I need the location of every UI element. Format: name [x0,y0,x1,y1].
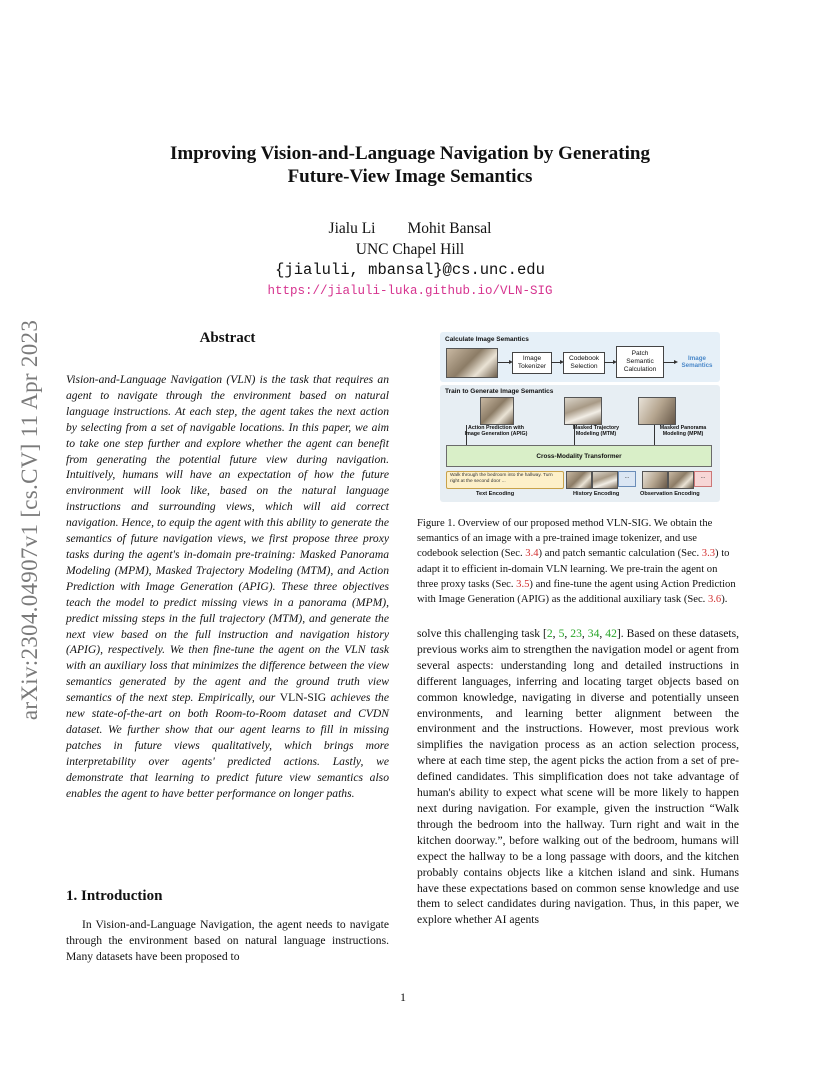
abstract-method-name: VLN-SIG [279,691,327,705]
author-2: Mohit Bansal [407,220,492,237]
instruction-box: Walk through the bedroom into the hallway. Turn right at the second door ... [446,471,564,489]
affiliation: UNC Chapel Hill [355,241,465,258]
text-encoding-label: Text Encoding [476,491,515,497]
section-ref[interactable]: 3.4 [525,548,539,560]
right-column-text: solve this challenging task [2, 5, 23, 34, 42]. Based on these datasets, previous works aim to strengthen the navigation model or agent from several aspects: understanding long and detailed instructions in different languages, inferring and locating target objects based on common knowledge, navigating in diverse and potentially unseen environments, and learning better alignment between the environment and the instructions. However, most previous work simplifies the navigation process as an action selection process, where at each time step, the agent picks the action from a set of pre-defined candidates. This simplification does not take advantage of human's ability to expect what scene will be more likely to happen next during navigation. For example, given the instruction “Walk through the bedroom into the hallway. Turn right and wait in the kitchen doorway.”, before walking out of the bedroom, humans will expect the hallway to be a long passage with doors, and the kitchen probably contains objects like a kitchen island and sink. Humans have these expectations based on common sense knowledge and use them to select candidates during navigation. Thus, in this paper, we explore whether AI agents [417,627,740,927]
caption-text: ) and fine-tune the agent using Action Prediction with Image Generation (APIG) as the additional auxiliary task (Sec. [417,578,736,606]
citation[interactable]: 5 [558,627,565,640]
arrow [498,362,510,363]
mtm-image [564,397,602,425]
mtm-label: Masked Trajectory Modeling (MTM) [572,425,620,437]
observation-image-2 [668,471,694,489]
citation[interactable]: 23 [570,627,582,640]
section-ref[interactable]: 3.5 [516,578,530,590]
body-text: ]. Based on these datasets, previous works aim to strengthen the navigation model or agent from several aspects: understanding long and detailed instructions in different languages, inferring and locating target objects based on common knowledge, navigating in diverse and potentially unseen environments, and learning better alignment between the environment and the instructions. However, most previous work simplifies the navigation process as an action selection process, where at each time step, the agent picks the action from a set of pre-defined candidates. This simplification does not take advantage of human's ability to expect what scene will be more likely to happen next during navigation. For example, given the instruction “Walk through the bedroom into the hallway. Turn right and wait in the kitchen doorway.”, before walking out of the bedroom, humans will expect the hallway to be a long passage with doors, and the kitchen probably contains objects like a kitchen island and sink. Humans have these expectations based on common sense knowledge and use them to select candidates during navigation. Thus, in this paper, we explore whether AI agents [417,627,740,927]
arrow [604,362,614,363]
email: {jialuli, mbansal}@cs.unc.edu [275,261,545,279]
semantics-label: Image Semantics [681,355,713,369]
caption-text: ) and patch semantic calculation (Sec. [538,548,702,560]
figure-caption [417,516,739,607]
panel2-label: Train to Generate Image Semantics [445,388,554,395]
citation[interactable]: 34 [587,627,600,640]
apig-image [480,397,514,425]
panorama-image [446,348,498,378]
intro-heading: 1. Introduction [66,888,163,904]
history-dots: ... [618,471,636,487]
paper-title [120,142,700,188]
abstract-heading: Abstract [199,330,256,346]
codebook-box: Codebook Selection [563,352,605,374]
abstract-text-1: Vision-and-Language Navigation (VLN) is the task that requires an agent to navigate through the environment based on natural language instructions. At each step, the agent takes the next action by selecting from a set of navigable locations. In this paper, we aim to take one step further and explore whether the agent can benefit from generating the potential future view during navigation. Intuitively, humans will have an expectation of how the future environment will look like, based on the natural language instructions and surrounding views, which will aid correct navigation. Hence, to equip the agent with this ability to generate the semantics of future navigation views, we first propose three proxy tasks during the agent's in-domain pre-training: Masked Panorama Modeling (MPM), Masked Trajectory Modeling (MTM), and Action Prediction with Image Generation (APIG). These three objectives teach the model to predict missing views in a panorama (MPM), predict missing steps in the full trajectory (MTM), and generate the next view based on the full instruction and navigation history (APIG), respectively. We then fine-tune the agent on the VLN task with an auxiliary loss that minimizes the difference between the view semantics generated by the agent and the ground truth view semantics of the next step. Empirically, our [66,373,389,705]
title-line-1: Improving Vision-and-Language Navigation by Generating [169,143,650,164]
transformer-box: Cross-Modality Transformer [446,445,712,467]
author-block [120,218,700,302]
tokenizer-box: Image Tokenizer [512,352,552,374]
patch-box: Patch Semantic Calculation [616,346,664,378]
semantics-panel [440,332,720,382]
caption-text: ) to adapt it to efficient in-domain VLN learning. We pre-train the agent on three proxy tasks (Sec. [417,548,730,590]
abstract-body [66,372,389,801]
mpm-image [638,397,676,425]
body-text: solve this challenging task [ [417,627,547,640]
caption-text: ). [721,594,728,606]
intro-text: In Vision-and-Language Navigation, the agent needs to navigate through the environment based on natural language instructions. Many datasets have been proposed to [66,918,389,963]
section-ref[interactable]: 3.6 [707,594,722,606]
project-url[interactable]: https://jialuli-luka.github.io/VLN-SIG [267,284,553,298]
history-encoding-label: History Encoding [573,491,620,497]
citation[interactable]: 2 [546,627,553,640]
author-1: Jialu Li [328,220,376,237]
arxiv-stamp [10,270,50,770]
title-line-2: Future-View Image Semantics [287,166,533,187]
mpm-label: Masked Panorama Modeling (MPM) [659,425,707,437]
training-panel [440,385,720,502]
history-image-2 [592,471,618,489]
abstract-text-2: achieves the new state-of-the-art on both Room-to-Room dataset and CVDN dataset. We further show that our agent learns to fill in missing patches in future views qualitatively, which brings more interpretability over agents' predicted actions. Lastly, we demonstrate that learning to predict future view semantics also enables the agent to have better performance on longer paths. [66,691,389,800]
arxiv-id: arXiv:2304.04907v1 [cs.CV] 11 Apr 2023 [17,319,42,721]
caption-text: Figure 1. Overview of our proposed method VLN-SIG. We obtain the semantics of an image with a pre-trained image tokenizer, and use codebook selection (Sec. [417,518,713,560]
apig-label: Action Prediction with Image Generation (APIG) [464,425,528,437]
observation-dots: ... [694,471,712,487]
citation[interactable]: 42 [605,627,617,640]
observation-image-1 [642,471,668,489]
observation-encoding-label: Observation Encoding [640,491,700,497]
history-image-1 [566,471,592,489]
panel1-label: Calculate Image Semantics [445,336,529,343]
page-number: 1 [400,990,406,1004]
arrow [663,362,675,363]
arrow [551,362,561,363]
author-names [120,218,700,239]
figure-1 [440,332,720,502]
section-ref[interactable]: 3.3 [701,548,716,560]
